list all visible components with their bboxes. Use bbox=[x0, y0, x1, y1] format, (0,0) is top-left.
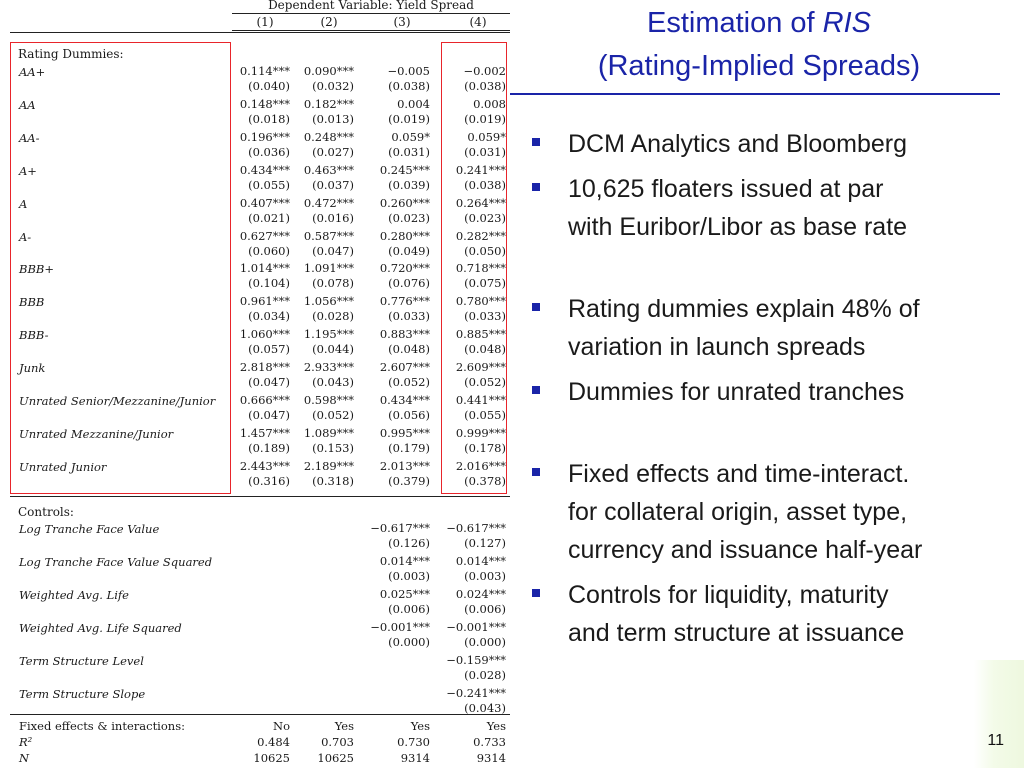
row-label: BBB+ bbox=[19, 262, 54, 277]
row-label: Junk bbox=[19, 361, 46, 376]
row-label: AA bbox=[19, 97, 36, 112]
bullet-item bbox=[568, 455, 1024, 569]
bullet-line: 10,625 floaters issued at par bbox=[568, 175, 884, 203]
coefficient-cell: −0.001*** bbox=[370, 619, 430, 634]
standard-error-cell: (0.038) bbox=[464, 177, 506, 192]
bullet-line: currency and issuance half-year bbox=[568, 536, 923, 564]
coefficient-cell: 0.148*** bbox=[239, 96, 290, 111]
coefficient-cell: 2.609*** bbox=[455, 360, 506, 375]
title-italic: RIS bbox=[822, 7, 872, 39]
coefficient-cell: 0.241*** bbox=[455, 162, 506, 177]
standard-error-cell: (0.033) bbox=[464, 309, 506, 324]
footer-value-cell: 0.484 bbox=[257, 735, 290, 749]
bullet-line: variation in launch spreads bbox=[568, 333, 866, 361]
table-rule bbox=[10, 714, 510, 715]
coefficient-cell: 0.776*** bbox=[379, 294, 430, 309]
coefficient-cell: 0.264*** bbox=[455, 195, 506, 210]
row-label: A bbox=[19, 196, 28, 211]
standard-error-cell: (0.318) bbox=[312, 473, 354, 488]
bullet-line: and term structure at issuance bbox=[568, 619, 905, 647]
standard-error-cell: (0.055) bbox=[248, 177, 290, 192]
coefficient-cell: 0.434*** bbox=[239, 162, 290, 177]
row-label: N bbox=[19, 751, 30, 765]
coefficient-cell: 0.995*** bbox=[379, 425, 430, 440]
footer-value-cell: 9314 bbox=[400, 751, 430, 765]
standard-error-cell: (0.178) bbox=[464, 440, 506, 455]
standard-error-cell: (0.028) bbox=[464, 667, 506, 682]
standard-error-cell: (0.050) bbox=[464, 243, 506, 258]
standard-error-cell: (0.104) bbox=[248, 276, 290, 291]
bullet-line: Dummies for unrated tranches bbox=[568, 378, 905, 406]
table-rule bbox=[10, 32, 510, 33]
coefficient-cell: 2.443*** bbox=[239, 458, 290, 473]
column-4-highlight-box bbox=[441, 42, 507, 494]
standard-error-cell: (0.044) bbox=[312, 342, 354, 357]
standard-error-cell: (0.000) bbox=[464, 634, 506, 649]
coefficient-cell: 0.472*** bbox=[303, 195, 354, 210]
bullet-square-icon bbox=[532, 468, 540, 476]
row-label: BBB bbox=[19, 295, 45, 310]
column-header: (1) bbox=[256, 15, 274, 29]
standard-error-cell: (0.048) bbox=[388, 342, 430, 357]
coefficient-cell: 0.282*** bbox=[455, 228, 506, 243]
bullet-item bbox=[568, 290, 1024, 366]
coefficient-cell: 0.025*** bbox=[379, 586, 430, 601]
standard-error-cell: (0.040) bbox=[248, 79, 290, 93]
row-label: Log Tranche Face Value bbox=[19, 522, 160, 536]
standard-error-cell: (0.016) bbox=[312, 210, 354, 225]
standard-error-cell: (0.052) bbox=[312, 408, 354, 422]
coefficient-cell: −0.001*** bbox=[446, 619, 506, 634]
row-label: Term Structure Slope bbox=[19, 686, 146, 701]
row-label: Weighted Avg. Life bbox=[19, 587, 129, 602]
labels-highlight-box bbox=[10, 42, 231, 494]
coefficient-cell: 2.818*** bbox=[239, 360, 290, 375]
coefficient-cell: −0.002 bbox=[463, 64, 506, 78]
coefficient-cell: −0.241*** bbox=[446, 685, 506, 700]
standard-error-cell: (0.056) bbox=[388, 408, 430, 422]
standard-error-cell: (0.052) bbox=[464, 375, 506, 390]
bullet-square-icon bbox=[532, 303, 540, 311]
standard-error-cell: (0.316) bbox=[248, 473, 290, 488]
row-label: R² bbox=[19, 735, 33, 749]
standard-error-cell: (0.006) bbox=[464, 601, 506, 616]
column-header: (2) bbox=[320, 15, 338, 29]
controls-header: Controls: bbox=[18, 505, 74, 519]
coefficient-cell: 0.961*** bbox=[239, 294, 290, 309]
row-label: Log Tranche Face Value Squared bbox=[19, 554, 213, 569]
decorative-corner-gradient bbox=[974, 660, 1024, 768]
standard-error-cell: (0.179) bbox=[388, 440, 430, 455]
standard-error-cell: (0.037) bbox=[312, 177, 354, 192]
coefficient-cell: 0.114*** bbox=[239, 64, 290, 78]
standard-error-cell: (0.153) bbox=[312, 440, 354, 455]
bullet-line: Fixed effects and time-interact. bbox=[568, 460, 910, 488]
standard-error-cell: (0.049) bbox=[388, 243, 430, 258]
coefficient-cell: 0.014*** bbox=[379, 553, 430, 568]
standard-error-cell: (0.028) bbox=[312, 309, 354, 324]
coefficient-cell: 0.059* bbox=[391, 129, 430, 144]
standard-error-cell: (0.023) bbox=[464, 210, 506, 225]
coefficient-cell: 0.260*** bbox=[379, 195, 430, 210]
coefficient-cell: −0.617*** bbox=[446, 521, 506, 535]
standard-error-cell: (0.075) bbox=[464, 276, 506, 291]
coefficient-cell: 0.004 bbox=[397, 96, 430, 111]
coefficient-cell: 1.060*** bbox=[239, 327, 290, 342]
coefficient-cell: 0.245*** bbox=[379, 162, 430, 177]
bullet-line: for collateral origin, asset type, bbox=[568, 498, 908, 526]
bullet-square-icon bbox=[532, 183, 540, 191]
coefficient-cell: 0.280*** bbox=[379, 228, 430, 243]
standard-error-cell: (0.031) bbox=[464, 144, 506, 159]
title-plain: Estimation of bbox=[646, 7, 823, 39]
title-underline bbox=[510, 93, 1000, 95]
footer-value-cell: 10625 bbox=[317, 751, 354, 765]
standard-error-cell: (0.076) bbox=[388, 276, 430, 291]
footer-value-cell: Yes bbox=[334, 719, 354, 733]
coefficient-cell: 0.587*** bbox=[303, 228, 354, 243]
standard-error-cell: (0.043) bbox=[464, 700, 506, 715]
coefficient-cell: 0.059* bbox=[467, 129, 506, 144]
coefficient-cell: 0.999*** bbox=[455, 425, 506, 440]
column-header: (3) bbox=[393, 15, 411, 29]
coefficient-cell: 0.627*** bbox=[239, 228, 290, 243]
standard-error-cell: (0.038) bbox=[464, 79, 506, 93]
coefficient-cell: 1.457*** bbox=[239, 425, 290, 440]
standard-error-cell: (0.027) bbox=[312, 144, 354, 159]
rating-dummies-header: Rating Dummies: bbox=[18, 47, 124, 61]
standard-error-cell: (0.078) bbox=[312, 276, 354, 291]
standard-error-cell: (0.047) bbox=[312, 243, 354, 258]
coefficient-cell: 0.407*** bbox=[239, 195, 290, 210]
row-label: Unrated Senior/Mezzanine/Junior bbox=[19, 394, 216, 408]
footer-value-cell: Yes bbox=[486, 719, 506, 733]
coefficient-cell: 1.091*** bbox=[303, 261, 354, 276]
standard-error-cell: (0.043) bbox=[312, 375, 354, 390]
coefficient-cell: −0.005 bbox=[387, 64, 430, 78]
bullet-item bbox=[568, 125, 1024, 163]
standard-error-cell: (0.036) bbox=[248, 144, 290, 159]
row-label: A+ bbox=[19, 163, 37, 178]
row-label: AA+ bbox=[19, 65, 46, 79]
bullet-line: DCM Analytics and Bloomberg bbox=[568, 130, 908, 158]
standard-error-cell: (0.055) bbox=[464, 408, 506, 422]
standard-error-cell: (0.003) bbox=[388, 568, 430, 583]
coefficient-cell: 0.598*** bbox=[303, 393, 354, 407]
coefficient-cell: −0.617*** bbox=[370, 521, 430, 535]
bullet-item bbox=[568, 170, 1024, 246]
table-rule bbox=[10, 496, 510, 497]
footer-value-cell: 9314 bbox=[476, 751, 506, 765]
footer-value-cell: 0.730 bbox=[397, 735, 430, 749]
coefficient-cell: 0.434*** bbox=[379, 393, 430, 407]
standard-error-cell: (0.034) bbox=[248, 309, 290, 324]
standard-error-cell: (0.033) bbox=[388, 309, 430, 324]
coefficient-cell: 0.780*** bbox=[455, 294, 506, 309]
standard-error-cell: (0.060) bbox=[248, 243, 290, 258]
coefficient-cell: 0.248*** bbox=[303, 129, 354, 144]
bullet-line: Rating dummies explain 48% of bbox=[568, 295, 920, 323]
dependent-variable-label: Dependent Variable: Yield Spread bbox=[268, 0, 474, 12]
coefficient-cell: 0.090*** bbox=[303, 64, 354, 78]
row-label: Weighted Avg. Life Squared bbox=[19, 620, 182, 635]
coefficient-cell: 1.089*** bbox=[303, 425, 354, 440]
coefficient-cell: 0.720*** bbox=[379, 261, 430, 276]
standard-error-cell: (0.379) bbox=[388, 473, 430, 488]
coefficient-cell: 0.718*** bbox=[455, 261, 506, 276]
coefficient-cell: 2.189*** bbox=[303, 458, 354, 473]
standard-error-cell: (0.019) bbox=[464, 111, 506, 126]
coefficient-cell: 0.014*** bbox=[455, 553, 506, 568]
bullet-line: Controls for liquidity, maturity bbox=[568, 581, 889, 609]
bullet-line: with Euribor/Libor as base rate bbox=[568, 213, 908, 241]
row-label: Unrated Junior bbox=[19, 459, 107, 474]
row-label: A- bbox=[19, 229, 32, 244]
coefficient-cell: 0.008 bbox=[473, 96, 506, 111]
standard-error-cell: (0.047) bbox=[248, 375, 290, 390]
bullet-item bbox=[568, 576, 1024, 652]
coefficient-cell: 1.014*** bbox=[239, 261, 290, 276]
standard-error-cell: (0.047) bbox=[248, 408, 290, 422]
column-headers bbox=[232, 13, 510, 31]
coefficient-cell: 0.883*** bbox=[379, 327, 430, 342]
slide-title bbox=[510, 2, 1008, 88]
standard-error-cell: (0.023) bbox=[388, 210, 430, 225]
coefficient-cell: 0.024*** bbox=[455, 586, 506, 601]
standard-error-cell: (0.019) bbox=[388, 111, 430, 126]
bullet-square-icon bbox=[532, 386, 540, 394]
coefficient-cell: 2.013*** bbox=[379, 458, 430, 473]
coefficient-cell: 2.933*** bbox=[303, 360, 354, 375]
coefficient-cell: 0.885*** bbox=[455, 327, 506, 342]
row-label: Term Structure Level bbox=[19, 653, 144, 668]
row-label: AA- bbox=[19, 130, 40, 145]
standard-error-cell: (0.032) bbox=[312, 79, 354, 93]
title-line-2: (Rating-Implied Spreads) bbox=[597, 50, 921, 82]
footer-value-cell: 0.703 bbox=[321, 735, 354, 749]
row-label: Unrated Mezzanine/Junior bbox=[19, 426, 174, 441]
standard-error-cell: (0.018) bbox=[248, 111, 290, 126]
footer-value-cell: 0.733 bbox=[473, 735, 506, 749]
standard-error-cell: (0.127) bbox=[464, 536, 506, 550]
standard-error-cell: (0.052) bbox=[388, 375, 430, 390]
standard-error-cell: (0.057) bbox=[248, 342, 290, 357]
coefficient-cell: 1.056*** bbox=[303, 294, 354, 309]
standard-error-cell: (0.003) bbox=[464, 568, 506, 583]
standard-error-cell: (0.021) bbox=[248, 210, 290, 225]
coefficient-cell: 2.016*** bbox=[455, 458, 506, 473]
row-label: BBB- bbox=[19, 328, 49, 343]
footer-value-cell: No bbox=[273, 719, 290, 733]
bullet-item bbox=[568, 373, 1024, 411]
standard-error-cell: (0.006) bbox=[388, 601, 430, 616]
standard-error-cell: (0.189) bbox=[248, 440, 290, 455]
standard-error-cell: (0.039) bbox=[388, 177, 430, 192]
coefficient-cell: 2.607*** bbox=[379, 360, 430, 375]
bullet-square-icon bbox=[532, 589, 540, 597]
standard-error-cell: (0.038) bbox=[388, 79, 430, 93]
coefficient-cell: 0.196*** bbox=[239, 129, 290, 144]
coefficient-cell: 1.195*** bbox=[303, 327, 354, 342]
coefficient-cell: 0.182*** bbox=[303, 96, 354, 111]
page-number: 11 bbox=[987, 732, 1004, 749]
coefficient-cell: 0.441*** bbox=[455, 393, 506, 407]
coefficient-cell: 0.666*** bbox=[239, 393, 290, 407]
bullet-square-icon bbox=[532, 138, 540, 146]
coefficient-cell: 0.463*** bbox=[303, 162, 354, 177]
standard-error-cell: (0.000) bbox=[388, 634, 430, 649]
coefficient-cell: −0.159*** bbox=[446, 652, 506, 667]
column-header: (4) bbox=[469, 15, 487, 29]
standard-error-cell: (0.048) bbox=[464, 342, 506, 357]
standard-error-cell: (0.378) bbox=[464, 473, 506, 488]
footer-value-cell: 10625 bbox=[253, 751, 290, 765]
standard-error-cell: (0.013) bbox=[312, 111, 354, 126]
row-label: Fixed effects & interactions: bbox=[19, 719, 185, 733]
standard-error-cell: (0.126) bbox=[388, 536, 430, 550]
standard-error-cell: (0.031) bbox=[388, 144, 430, 159]
footer-value-cell: Yes bbox=[410, 719, 430, 733]
